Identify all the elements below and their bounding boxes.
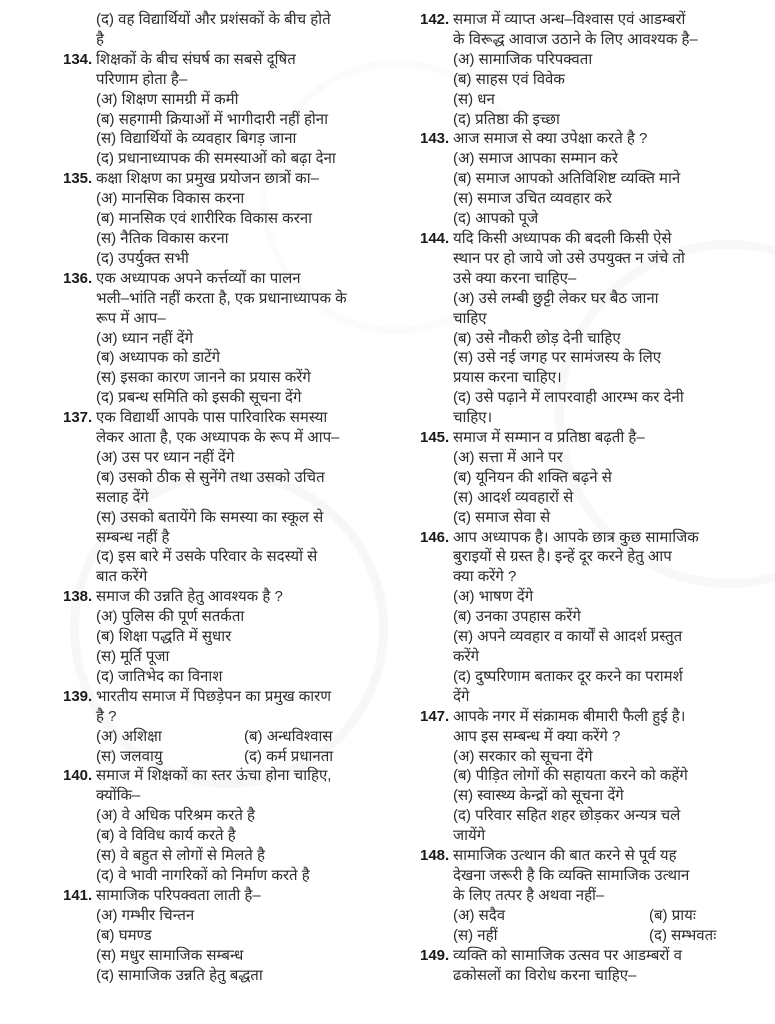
question-line: (ब) यूनियन की शक्ति बढ़ने से: [453, 468, 612, 486]
question-line: बुराइयों से ग्रस्त है। इन्हें दूर करने हेतु आप: [453, 548, 672, 566]
question-line: सामाजिक परिपक्वता लाती है–: [96, 886, 261, 904]
question-line: (ब) उसे नौकरी छोड़ देनी चाहिए: [453, 329, 621, 347]
question-line: के विरूद्ध आवाज उठाने के लिए आवश्यक है–: [453, 30, 698, 48]
question-line: (ब) पीड़ित लोगों की सहायता करने को कहेंगे: [453, 767, 688, 785]
question-line: के लिए तत्पर है अथवा नहीं–: [453, 886, 605, 904]
option-left: (अ) सदैव: [453, 906, 506, 924]
question-line: लेकर आता है, एक अध्यापक के रूप में आप–: [96, 429, 340, 447]
question-line: आज समाज से क्या उपेक्षा करते है ?: [453, 130, 648, 148]
question: [420, 846, 768, 946]
question-line: (स) वे बहुत से लोगों से मिलते है: [96, 847, 265, 865]
option-right: (द) कर्म प्रधानता: [244, 747, 334, 765]
question-line: (ब) शिक्षा पद्धति में सुधार: [96, 628, 232, 646]
column-left: [63, 10, 395, 985]
question-line: करेंगे: [453, 648, 480, 665]
question-line: (द) प्रबन्ध समिति को इसकी सूचना देंगे: [96, 389, 302, 407]
question: [63, 50, 395, 169]
option-left: (अ) अशिक्षा: [96, 727, 162, 745]
question-line: (द) सामाजिक उन्नति हेतु बद्धता: [96, 966, 263, 984]
question: [420, 428, 768, 528]
question-number: 137.: [63, 409, 93, 427]
question-line: (द) वह विद्यार्थियों और प्रशंसकों के बीच होते: [96, 11, 331, 28]
question-line: सलाह देंगे: [96, 488, 149, 506]
option-left: (स) जलवायु: [96, 747, 163, 765]
question-number: 136.: [63, 269, 93, 287]
question-line: (अ) भाषण देंगे: [453, 588, 534, 606]
question-line: (स) उसको बतायेंगे कि समस्या का स्कूल से: [96, 508, 324, 526]
question-line: प्रयास करना चाहिए।: [453, 369, 562, 387]
question-line: एक विद्यार्थी आपके पास पारिवारिक समस्या: [96, 409, 328, 427]
question-line: [453, 906, 768, 926]
question-line: (अ) उसे लम्बी छुट्टी लेकर घर बैठ जाना: [453, 289, 659, 307]
question-line: है: [96, 30, 104, 48]
question-number: 147.: [420, 707, 450, 725]
question: [420, 946, 768, 986]
question-line: स्थान पर हो जाये जो उसे उपयुक्त न जंचे तो: [453, 249, 685, 267]
question-line: देंगे: [453, 687, 470, 705]
question-line: समाज की उन्नति हेतु आवश्यक है ?: [96, 588, 283, 606]
question-number: 145.: [420, 429, 450, 447]
question-number: 143.: [420, 130, 450, 148]
question: [420, 129, 768, 229]
question-line: क्या करेंगे ?: [453, 568, 517, 586]
question-line: चाहिए।: [453, 409, 493, 427]
question-line: (अ) वे अधिक परिश्रम करते है: [96, 807, 256, 825]
question-line: (अ) मानसिक विकास करना: [96, 190, 245, 208]
question-line: (ब) उसको ठीक से सुनेंगे तथा उसको उचित: [96, 468, 325, 486]
question-line: (स) नैतिक विकास करना: [96, 229, 229, 247]
question-line: समाज में व्याप्त अन्ध–विश्वास एवं आडम्बरों: [453, 11, 686, 28]
question-line: (अ) सरकार को सूचना देंगे: [453, 747, 593, 765]
question-line: (द) दुष्परिणाम बताकर दूर करने का परामर्श: [453, 667, 683, 685]
question: [420, 707, 768, 846]
question: [63, 408, 395, 587]
question-line: चाहिए: [453, 309, 487, 327]
question: [63, 169, 395, 269]
question-number: 148.: [420, 847, 450, 865]
question-line: (स) उसे नई जगह पर सामंजस्य के लिए: [453, 349, 662, 367]
question-line: [96, 727, 395, 747]
question-line: (द) परिवार सहित शहर छोड़कर अन्यत्र चले: [453, 807, 681, 825]
question-line: (अ) ध्यान नहीं देंगे: [96, 329, 194, 347]
question-line: (द) समाज सेवा से: [453, 508, 551, 526]
question: [63, 587, 395, 687]
question-line: सम्बन्ध नहीं है: [96, 528, 170, 546]
question-line: (स) आदर्श व्यवहारों से: [453, 488, 574, 506]
question-line: (द) प्रतिष्ठा की इच्छा: [453, 110, 560, 128]
question: [63, 886, 395, 986]
question-line: (स) इसका कारण जानने का प्रयास करेंगे: [96, 369, 311, 387]
question-line: भली–भांति नहीं करता है, एक प्रधानाध्यापक के: [96, 289, 347, 307]
question-line: भारतीय समाज में पिछड़ेपन का प्रमुख कारण: [96, 687, 332, 705]
question-line: (द) प्रधानाध्यापक की समस्याओं को बढ़ा देना: [96, 150, 336, 168]
question-line: बात करेंगे: [96, 568, 148, 586]
question-number: 142.: [420, 11, 450, 28]
question-line: (ब) मानसिक एवं शारीरिक विकास करना: [96, 210, 313, 228]
question-line: (ब) समाज आपको अतिविशिष्ट व्यक्ति माने: [453, 170, 681, 188]
question-line: (स) धन: [453, 90, 495, 108]
question-line: यदि किसी अध्यापक की बदली किसी ऐसे: [453, 229, 672, 247]
question-line: (अ) समाज आपका सम्मान करे: [453, 150, 618, 168]
question-line: (अ) शिक्षण सामग्री में कमी: [96, 90, 239, 108]
question-line: (द) आपको पूजे: [453, 210, 539, 228]
question: [63, 10, 395, 50]
question-line: (ब) वे विविध कार्य करते है: [96, 827, 236, 845]
question-line: व्यक्ति को सामाजिक उत्सव पर आडम्बरों व: [453, 946, 682, 964]
question: [63, 269, 395, 408]
question-line: ढकोसलों का विरोध करना चाहिए–: [453, 966, 637, 984]
question-number: 140.: [63, 767, 93, 785]
question-line: (अ) उस पर ध्यान नहीं देंगे: [96, 448, 235, 466]
question-number: 144.: [420, 229, 450, 247]
question-line: (ब) साहस एवं विवेक: [453, 70, 565, 88]
question-line: (स) मधुर सामाजिक सम्बन्ध: [96, 946, 244, 964]
question-line: (अ) पुलिस की पूर्ण सतर्कता: [96, 608, 245, 626]
question: [63, 766, 395, 885]
question-line: एक अध्यापक अपने कर्त्तव्यों का पालन: [96, 269, 301, 287]
question-line: (ब) अध्यापक को डाटेंगे: [96, 349, 221, 367]
question-line: देखना जरूरी है कि व्यक्ति सामाजिक उत्थान: [453, 866, 690, 884]
question-line: (द) उसे पढ़ाने में लापरवाही आरम्भ कर देनी: [453, 389, 684, 407]
question-line: रूप में आप–: [96, 309, 166, 327]
option-left: (स) नहीं: [453, 926, 498, 944]
option-right: (ब) अन्धविश्वास: [244, 727, 333, 745]
question: [420, 229, 768, 428]
question-line: कक्षा शिक्षण का प्रमुख प्रयोजन छात्रों का–: [96, 170, 319, 188]
question-line: क्योंकि–: [96, 787, 141, 805]
question-line: (ब) उनका उपहास करेंगे: [453, 608, 581, 626]
question-line: (अ) गम्भीर चिन्तन: [96, 906, 195, 924]
question-line: (द) इस बारे में उसके परिवार के सदस्यों से: [96, 548, 318, 566]
question-line: (स) समाज उचित व्यवहार करे: [453, 190, 612, 208]
question-line: जायेंगे: [453, 827, 486, 845]
question-number: 134.: [63, 50, 93, 68]
question-number: 138.: [63, 588, 93, 606]
question-line: [453, 926, 768, 946]
question-line: (स) स्वास्थ्य केन्द्रों को सूचना देंगे: [453, 787, 624, 805]
question-number: 146.: [420, 528, 450, 546]
question: [420, 10, 768, 129]
question-line: (स) मूर्ति पूजा: [96, 648, 170, 665]
question-line: [96, 747, 395, 767]
question-number: 135.: [63, 170, 93, 188]
question-line: (ब) घमण्ड: [96, 926, 152, 944]
question-line: आपके नगर में संक्रामक बीमारी फैली हुई है।: [453, 707, 686, 725]
question: [420, 528, 768, 707]
question-line: (अ) सत्ता में आने पर: [453, 448, 563, 466]
question-line: (द) उपर्युक्त सभी: [96, 249, 189, 267]
option-right: (ब) प्रायः: [649, 906, 696, 924]
question-line: समाज में सम्मान व प्रतिष्ठा बढ़ती है–: [453, 429, 645, 447]
question-line: (अ) सामाजिक परिपक्वता: [453, 50, 593, 68]
question-line: (द) वे भावी नागरिकों को निर्माण करते है: [96, 866, 310, 884]
question-number: 149.: [420, 946, 450, 964]
question-line: सामाजिक उत्थान की बात करने से पूर्व यह: [453, 847, 677, 865]
column-right: [420, 10, 768, 985]
question-number: 139.: [63, 687, 93, 705]
question-line: शिक्षकों के बीच संघर्ष का सबसे दूषित: [96, 50, 296, 68]
question-line: (ब) सहगामी क्रियाओं में भागीदारी नहीं होना: [96, 110, 329, 128]
question-line: समाज में शिक्षकों का स्तर ऊंचा होना चाहिए,: [96, 767, 332, 785]
question-line: है ?: [96, 707, 117, 725]
question: [63, 687, 395, 767]
question-line: आप अध्यापक है। आपके छात्र कुछ सामाजिक: [453, 528, 699, 546]
question-number: 141.: [63, 886, 93, 904]
question-line: (स) विद्यार्थियों के व्यवहार बिगड़ जाना: [96, 130, 297, 148]
question-line: आप इस सम्बन्ध में क्या करेंगे ?: [453, 727, 621, 745]
question-line: (स) अपने व्यवहार व कार्यों से आदर्श प्रस्तुत: [453, 628, 683, 646]
question-line: (द) जातिभेद का विनाश: [96, 667, 223, 685]
option-right: (द) सम्भवतः: [649, 926, 717, 944]
question-line: उसे क्या करना चाहिए–: [453, 269, 577, 287]
question-line: परिणाम होता है–: [96, 70, 188, 88]
